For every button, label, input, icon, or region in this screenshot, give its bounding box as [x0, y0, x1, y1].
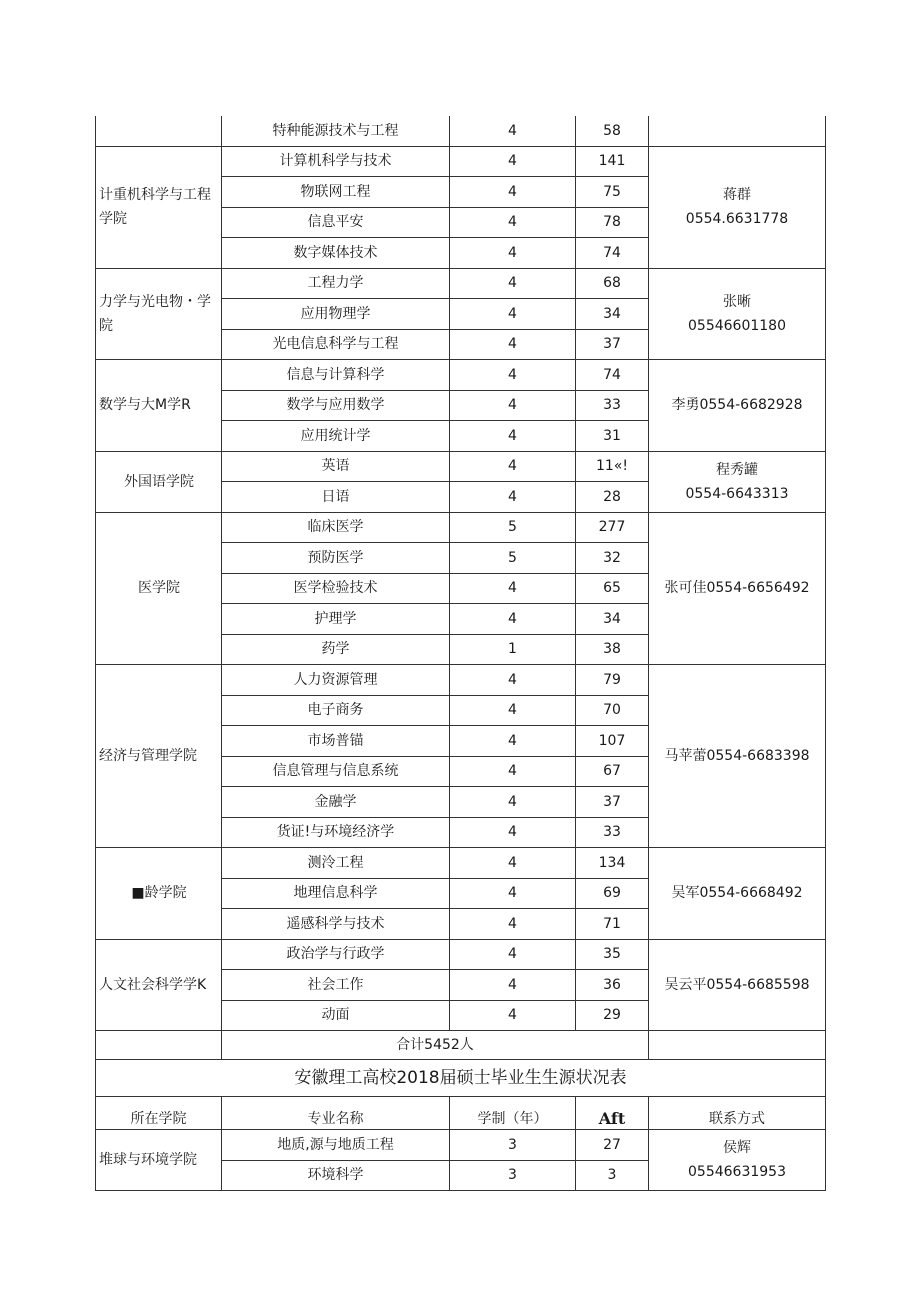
header-contact: 联系方式 — [649, 1097, 826, 1130]
major-name: 光电信息科学与工程 — [222, 329, 450, 360]
student-count: 75 — [576, 177, 649, 208]
header-college: 所在学院 — [96, 1097, 222, 1130]
major-name: 医学检验技术 — [222, 573, 450, 604]
student-count: 67 — [576, 756, 649, 787]
table-row — [96, 848, 826, 879]
major-name: 数学与应用数学 — [222, 390, 450, 421]
major-name: 特种能源技术与工程 — [222, 116, 450, 146]
table-row — [96, 360, 826, 391]
header-count: Aft — [576, 1097, 649, 1130]
study-years: 4 — [450, 726, 576, 757]
student-count: 74 — [576, 238, 649, 269]
table-row — [96, 939, 826, 970]
study-years: 4 — [450, 207, 576, 238]
study-years: 4 — [450, 939, 576, 970]
college-cell: 外国语学院 — [96, 451, 222, 512]
contact-cell: 蒋群 0554.6631778 — [649, 146, 826, 268]
study-years: 4 — [450, 756, 576, 787]
contact-cell: 程秀罐 0554-6643313 — [649, 451, 826, 512]
contact-cell: 张晰 05546601180 — [649, 268, 826, 360]
student-count: 79 — [576, 665, 649, 696]
student-count: 35 — [576, 939, 649, 970]
college-cell — [96, 116, 222, 146]
study-years: 4 — [450, 451, 576, 482]
student-count: 107 — [576, 726, 649, 757]
student-count: 32 — [576, 543, 649, 574]
contact-cell — [649, 116, 826, 146]
major-name: 物联网工程 — [222, 177, 450, 208]
table-row — [96, 665, 826, 696]
major-name: 计算机科学与技术 — [222, 146, 450, 177]
student-count: 11«! — [576, 451, 649, 482]
study-years: 1 — [450, 634, 576, 665]
college-cell: 堆球与环境学院 — [96, 1130, 222, 1191]
student-count: 31 — [576, 421, 649, 452]
total-label: 合计5452人 — [222, 1031, 649, 1060]
study-years: 4 — [450, 695, 576, 726]
study-years: 5 — [450, 512, 576, 543]
student-count: 58 — [576, 116, 649, 146]
major-name: 地质,源与地质工程 — [222, 1130, 450, 1161]
enrollment-table — [95, 116, 826, 1191]
major-name: 数字媒体技术 — [222, 238, 450, 269]
major-name: 社会工作 — [222, 970, 450, 1001]
major-name: 动面 — [222, 1000, 450, 1031]
study-years: 3 — [450, 1130, 576, 1161]
student-count: 34 — [576, 604, 649, 635]
major-name: 应用物理学 — [222, 299, 450, 330]
study-years: 4 — [450, 573, 576, 604]
major-name: 应用统计学 — [222, 421, 450, 452]
table-row — [96, 512, 826, 543]
major-name: 地理信息科学 — [222, 878, 450, 909]
study-years: 4 — [450, 604, 576, 635]
contact-cell: 侯辉 05546631953 — [649, 1130, 826, 1191]
study-years: 4 — [450, 390, 576, 421]
study-years: 4 — [450, 878, 576, 909]
student-count: 78 — [576, 207, 649, 238]
table-row — [96, 1130, 826, 1161]
study-years: 4 — [450, 177, 576, 208]
major-name: 金融学 — [222, 787, 450, 818]
study-years: 4 — [450, 482, 576, 513]
contact-cell: 李勇0554-6682928 — [649, 360, 826, 452]
major-name: 工程力学 — [222, 268, 450, 299]
major-name: 环境科学 — [222, 1160, 450, 1191]
student-count: 29 — [576, 1000, 649, 1031]
student-count: 34 — [576, 299, 649, 330]
college-cell: 计重机科学与工程学院 — [96, 146, 222, 268]
table-row — [96, 116, 826, 146]
student-count: 33 — [576, 817, 649, 848]
major-name: 药学 — [222, 634, 450, 665]
college-cell: 力学与光电物・学院 — [96, 268, 222, 360]
study-years: 4 — [450, 665, 576, 696]
header-years: 学制（年） — [450, 1097, 576, 1130]
student-count: 36 — [576, 970, 649, 1001]
college-cell: 人文社会科学学K — [96, 939, 222, 1031]
student-count: 37 — [576, 329, 649, 360]
major-name: 货证!与环境经济学 — [222, 817, 450, 848]
total-blank-left — [96, 1031, 222, 1060]
major-name: 遥感科学与技术 — [222, 909, 450, 940]
student-count: 134 — [576, 848, 649, 879]
major-name: 测泠工程 — [222, 848, 450, 879]
study-years: 4 — [450, 116, 576, 146]
study-years: 4 — [450, 817, 576, 848]
contact-cell: 吴军0554-6668492 — [649, 848, 826, 940]
study-years: 4 — [450, 848, 576, 879]
student-count: 277 — [576, 512, 649, 543]
study-years: 5 — [450, 543, 576, 574]
major-name: 预防医学 — [222, 543, 450, 574]
table-row — [96, 268, 826, 299]
study-years: 4 — [450, 421, 576, 452]
section-title: 安徽理工高校2018届硕士毕业生生源状况表 — [96, 1060, 826, 1097]
study-years: 4 — [450, 909, 576, 940]
student-count: 3 — [576, 1160, 649, 1191]
college-cell: 经济与管理学院 — [96, 665, 222, 848]
contact-cell: 张可佳0554-6656492 — [649, 512, 826, 665]
student-count: 33 — [576, 390, 649, 421]
student-count: 68 — [576, 268, 649, 299]
study-years: 4 — [450, 970, 576, 1001]
study-years: 4 — [450, 238, 576, 269]
college-cell: ■龄学院 — [96, 848, 222, 940]
study-years: 4 — [450, 1000, 576, 1031]
major-name: 信息管理与信息系统 — [222, 756, 450, 787]
contact-cell: 吴云平0554-6685598 — [649, 939, 826, 1031]
study-years: 3 — [450, 1160, 576, 1191]
student-count: 70 — [576, 695, 649, 726]
study-years: 4 — [450, 299, 576, 330]
table-row — [96, 146, 826, 177]
major-name: 英语 — [222, 451, 450, 482]
student-count: 38 — [576, 634, 649, 665]
student-count: 65 — [576, 573, 649, 604]
major-name: 信息平安 — [222, 207, 450, 238]
student-count: 28 — [576, 482, 649, 513]
student-count: 37 — [576, 787, 649, 818]
student-count: 74 — [576, 360, 649, 391]
table-row — [96, 451, 826, 482]
section-title-row — [96, 1060, 826, 1097]
student-count: 27 — [576, 1130, 649, 1161]
contact-cell: 马苹蕾0554-6683398 — [649, 665, 826, 848]
total-blank-right — [649, 1031, 826, 1060]
study-years: 4 — [450, 329, 576, 360]
major-name: 日语 — [222, 482, 450, 513]
header-row — [96, 1097, 826, 1130]
major-name: 电子商务 — [222, 695, 450, 726]
total-row — [96, 1031, 826, 1060]
student-count: 141 — [576, 146, 649, 177]
study-years: 4 — [450, 787, 576, 818]
major-name: 人力资源管理 — [222, 665, 450, 696]
college-cell: 数学与大M学R — [96, 360, 222, 452]
study-years: 4 — [450, 360, 576, 391]
major-name: 政治学与行政学 — [222, 939, 450, 970]
major-name: 临床医学 — [222, 512, 450, 543]
student-count: 71 — [576, 909, 649, 940]
college-cell: 医学院 — [96, 512, 222, 665]
study-years: 4 — [450, 146, 576, 177]
major-name: 信息与计算科学 — [222, 360, 450, 391]
major-name: 市场普锚 — [222, 726, 450, 757]
student-count: 69 — [576, 878, 649, 909]
header-major: 专业名称 — [222, 1097, 450, 1130]
major-name: 护理学 — [222, 604, 450, 635]
study-years: 4 — [450, 268, 576, 299]
